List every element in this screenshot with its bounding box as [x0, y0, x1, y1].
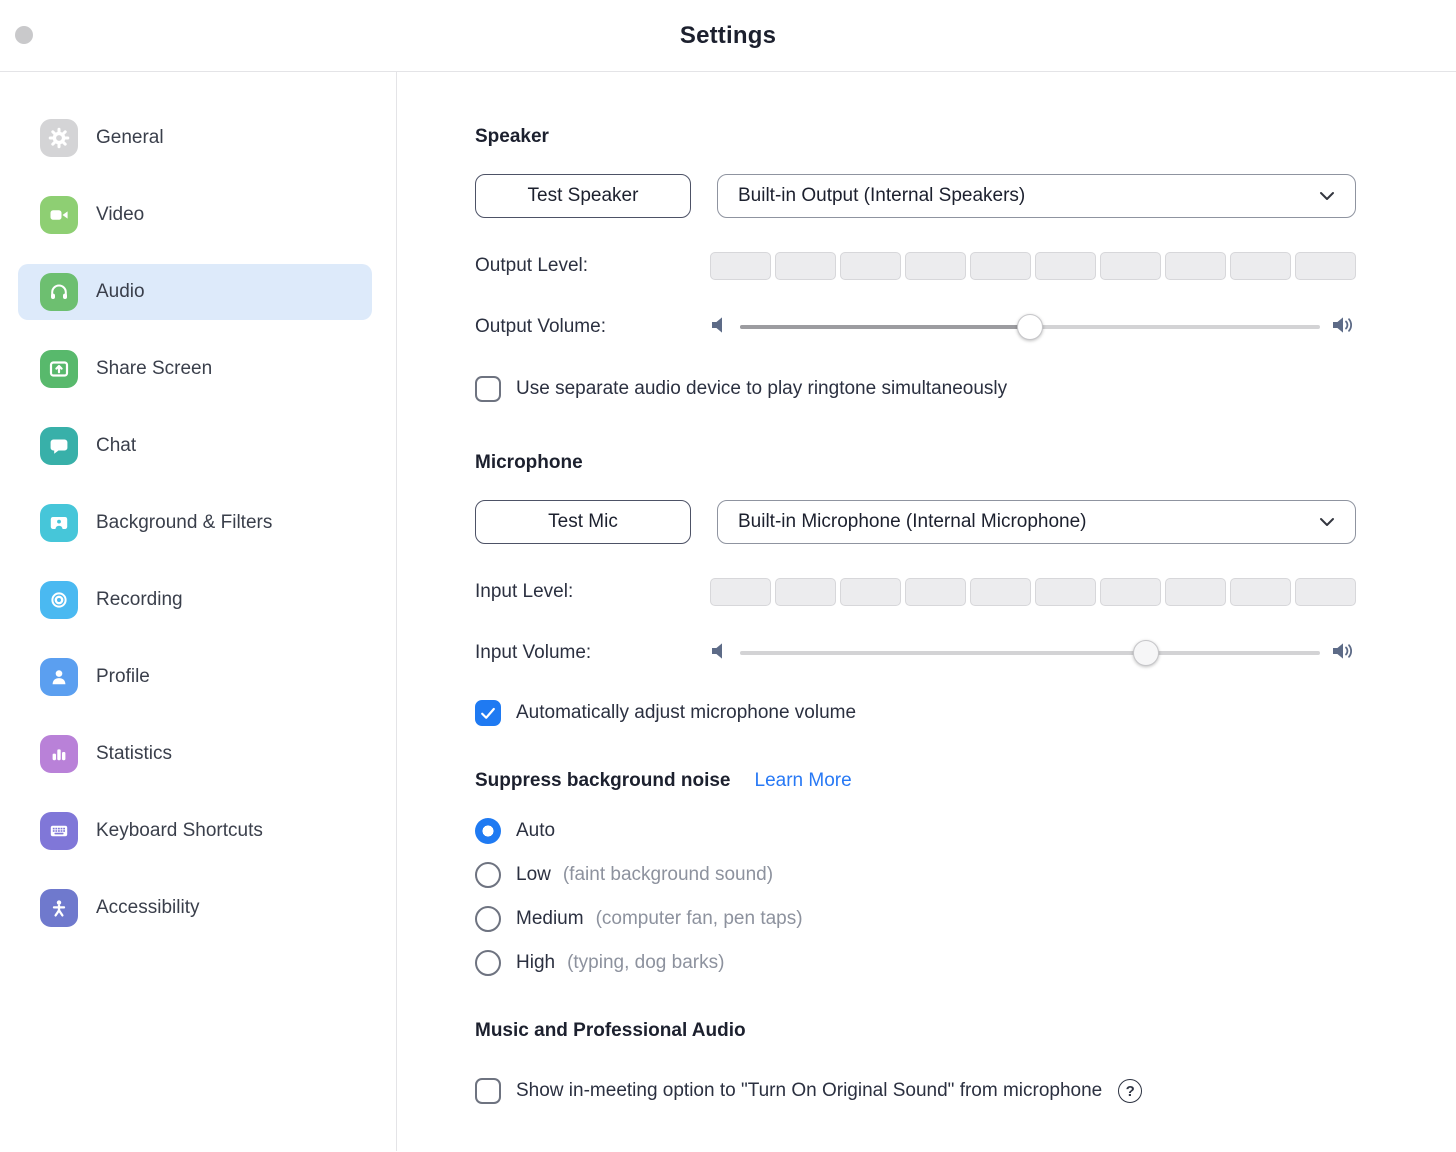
level-segment — [905, 578, 966, 606]
audio-settings-panel — [397, 72, 1456, 1151]
level-segment — [840, 578, 901, 606]
help-icon[interactable]: ? — [1118, 1079, 1142, 1103]
noise-suppression-heading: Suppress background noise — [475, 770, 731, 791]
level-segment — [1295, 578, 1356, 606]
noise-low-hint: (faint background sound) — [562, 864, 774, 885]
level-segment — [1100, 252, 1161, 280]
output-volume-thumb[interactable] — [1017, 314, 1043, 340]
test-mic-button[interactable]: Test Mic — [475, 500, 691, 544]
microphone-heading: Microphone — [475, 452, 583, 473]
output-level-label: Output Level: — [475, 255, 589, 276]
gear-icon — [40, 119, 78, 157]
music-audio-heading: Music and Professional Audio — [475, 1020, 746, 1041]
level-segment — [1035, 578, 1096, 606]
sidebar-item-label: Accessibility — [96, 897, 200, 918]
checkmark-icon — [480, 706, 496, 720]
slider-fill — [740, 325, 1030, 329]
noise-auto-label: Auto — [516, 820, 556, 841]
sidebar-item-label: Video — [96, 204, 145, 225]
output-volume-slider[interactable] — [740, 314, 1320, 340]
level-segment — [1295, 252, 1356, 280]
title-bar — [0, 0, 1456, 72]
noise-medium-radio[interactable] — [475, 906, 501, 932]
sidebar-item-label: Recording — [96, 589, 183, 610]
sidebar-item-keyboard-shortcuts[interactable] — [18, 803, 372, 859]
volume-low-icon — [710, 641, 728, 666]
noise-high-label: High — [516, 952, 556, 973]
original-sound-checkbox[interactable] — [475, 1078, 501, 1104]
level-segment — [1165, 252, 1226, 280]
sidebar-item-label: Chat — [96, 435, 137, 456]
mic-device-dropdown[interactable] — [717, 500, 1356, 544]
noise-low-label: Low — [516, 864, 551, 885]
level-segment — [1230, 578, 1291, 606]
volume-high-icon — [1332, 315, 1356, 340]
window-title: Settings — [679, 21, 777, 49]
sidebar-item-label: Statistics — [96, 743, 173, 764]
level-segment — [775, 578, 836, 606]
test-speaker-button[interactable]: Test Speaker — [475, 174, 691, 218]
sidebar-item-label: Audio — [96, 281, 145, 302]
record-icon — [40, 581, 78, 619]
keyboard-icon — [40, 812, 78, 850]
sidebar-item-label: Share Screen — [96, 358, 213, 379]
sidebar-item-recording[interactable] — [18, 572, 372, 628]
chevron-down-icon — [1319, 185, 1335, 207]
level-segment — [970, 578, 1031, 606]
mic-device-value: Built-in Microphone (Internal Microphone) — [738, 511, 1087, 532]
original-sound-label: Show in-meeting option to "Turn On Original Sound" from microphone — [516, 1080, 1103, 1101]
headphones-icon — [40, 273, 78, 311]
level-segment — [1165, 578, 1226, 606]
level-segment — [905, 252, 966, 280]
sidebar-item-video[interactable] — [18, 187, 372, 243]
input-level-label: Input Level: — [475, 581, 574, 602]
input-volume-slider[interactable] — [740, 640, 1320, 666]
output-volume-label: Output Volume: — [475, 316, 606, 337]
video-camera-icon — [40, 196, 78, 234]
noise-low-radio[interactable] — [475, 862, 501, 888]
slider-track[interactable] — [740, 651, 1320, 655]
volume-high-icon — [1332, 641, 1356, 666]
level-segment — [775, 252, 836, 280]
auto-adjust-mic-checkbox[interactable] — [475, 700, 501, 726]
noise-medium-hint: (computer fan, pen taps) — [595, 908, 803, 929]
auto-adjust-mic-label: Automatically adjust microphone volume — [516, 702, 857, 723]
noise-medium-label: Medium — [516, 908, 584, 929]
sidebar-item-label: Keyboard Shortcuts — [96, 820, 263, 841]
level-segment — [840, 252, 901, 280]
sidebar-item-audio[interactable] — [18, 264, 372, 320]
level-segment — [710, 252, 771, 280]
level-segment — [710, 578, 771, 606]
input-volume-label: Input Volume: — [475, 642, 592, 663]
sidebar-item-label: Profile — [96, 666, 150, 687]
sidebar-item-chat[interactable] — [18, 418, 372, 474]
speaker-device-value: Built-in Output (Internal Speakers) — [738, 185, 1026, 206]
level-segment — [1230, 252, 1291, 280]
learn-more-link[interactable]: Learn More — [754, 770, 852, 791]
level-segment — [1100, 578, 1161, 606]
settings-sidebar — [0, 72, 397, 1151]
ringtone-checkbox[interactable] — [475, 376, 501, 402]
chevron-down-icon — [1319, 511, 1335, 533]
input-volume-thumb[interactable] — [1133, 640, 1159, 666]
speaker-heading: Speaker — [475, 126, 549, 147]
output-level-meter — [710, 252, 1356, 280]
chat-bubble-icon — [40, 427, 78, 465]
sidebar-item-label: General — [96, 127, 164, 148]
sidebar-item-accessibility[interactable] — [18, 880, 372, 936]
sidebar-item-profile[interactable] — [18, 649, 372, 705]
sidebar-item-general[interactable] — [18, 110, 372, 166]
volume-low-icon — [710, 315, 728, 340]
ringtone-checkbox-label: Use separate audio device to play ringtone simultaneously — [516, 378, 1008, 399]
sidebar-item-statistics[interactable] — [18, 726, 372, 782]
bar-chart-icon — [40, 735, 78, 773]
noise-auto-radio[interactable] — [475, 818, 501, 844]
level-segment — [1035, 252, 1096, 280]
share-screen-icon — [40, 350, 78, 388]
background-icon — [40, 504, 78, 542]
window-control-icon[interactable] — [15, 26, 33, 44]
noise-high-radio[interactable] — [475, 950, 501, 976]
person-icon — [40, 658, 78, 696]
input-level-meter — [710, 578, 1356, 606]
sidebar-item-share-screen[interactable] — [18, 341, 372, 397]
sidebar-item-label: Background & Filters — [96, 512, 273, 533]
speaker-device-dropdown[interactable] — [717, 174, 1356, 218]
accessibility-icon — [40, 889, 78, 927]
sidebar-item-background-filters[interactable] — [18, 495, 372, 551]
level-segment — [970, 252, 1031, 280]
noise-high-hint: (typing, dog barks) — [567, 952, 725, 973]
